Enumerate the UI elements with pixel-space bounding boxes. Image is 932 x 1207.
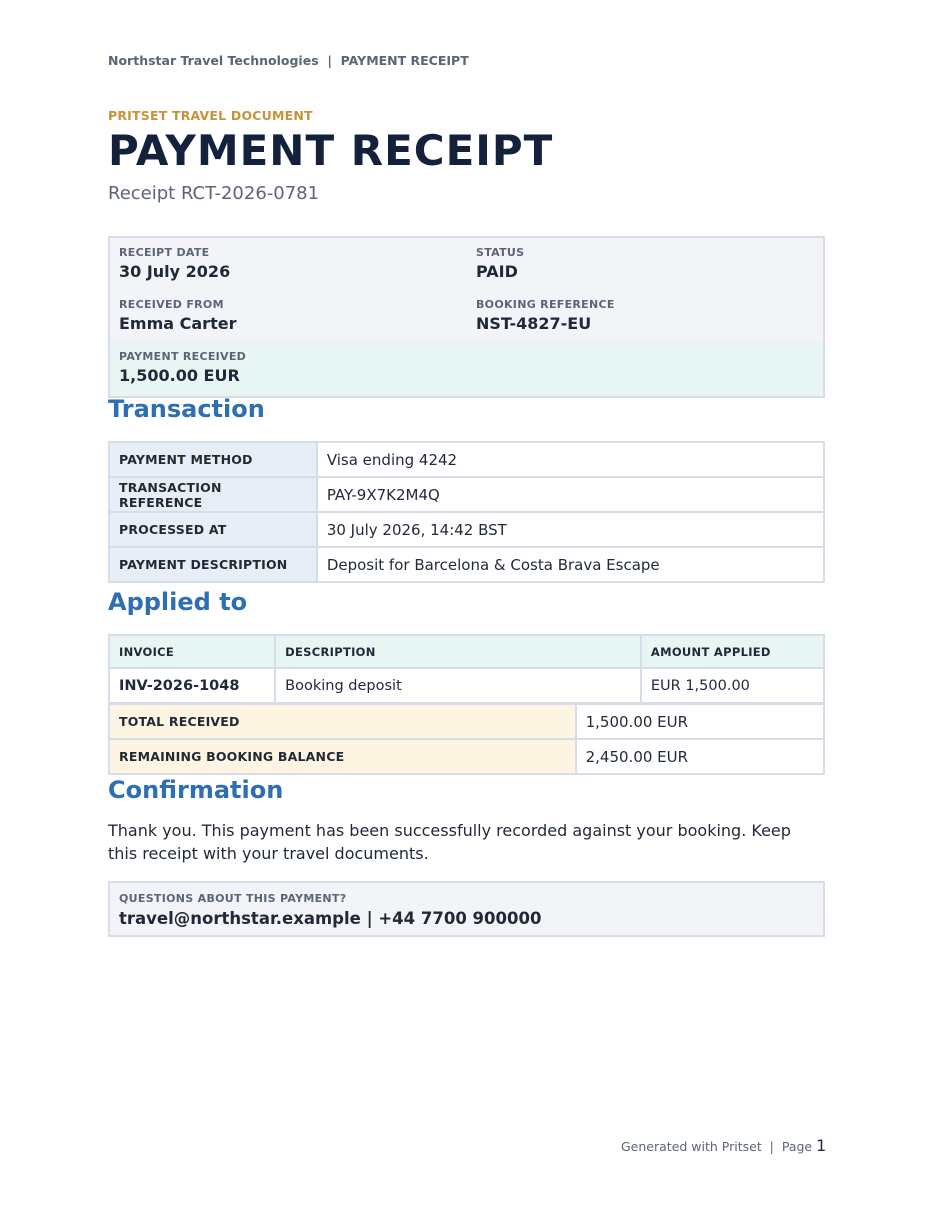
table-row (109, 739, 824, 774)
invoice-column-header: INVOICE (109, 635, 275, 668)
payment-received-value: 1,500.00 EUR (119, 366, 240, 385)
invoice-description: Booking deposit (275, 668, 641, 703)
remaining-balance-label: REMAINING BOOKING BALANCE (109, 739, 576, 774)
page-label: Page (781, 1139, 813, 1154)
status-field (476, 246, 524, 281)
header-separator: | (327, 53, 332, 68)
totals-table (108, 703, 825, 775)
document-eyebrow: PRITSET TRAVEL DOCUMENT (108, 108, 313, 123)
payment-received-label: PAYMENT RECEIVED (119, 350, 247, 363)
received-from-label: RECEIVED FROM (119, 298, 224, 311)
receipt-date-label: RECEIPT DATE (119, 246, 210, 259)
table-row (109, 704, 824, 739)
receipt-date-field (119, 246, 230, 281)
booking-reference-value: NST-4827-EU (476, 314, 592, 333)
received-from-field (119, 298, 236, 333)
contact-box (108, 881, 825, 937)
table-row (109, 477, 824, 512)
remaining-balance-value: 2,450.00 EUR (576, 739, 824, 774)
receipt-number: Receipt RCT-2026-0781 (108, 183, 320, 204)
contact-label: QUESTIONS ABOUT THIS PAYMENT? (119, 892, 347, 905)
amount-applied: EUR 1,500.00 (641, 668, 824, 703)
payment-method-label: PAYMENT METHOD (109, 442, 317, 477)
contact-value: travel@northstar.example | +44 7700 900000 (119, 909, 542, 928)
payment-method-value: Visa ending 4242 (317, 442, 824, 477)
document-type: PAYMENT RECEIPT (340, 53, 469, 68)
table-row (109, 442, 824, 477)
payment-description-value: Deposit for Barcelona & Costa Brava Escape (317, 547, 824, 582)
payment-received-band (110, 342, 823, 396)
total-received-value: 1,500.00 EUR (576, 704, 824, 739)
confirmation-text: Thank you. This payment has been successfully recorded against your booking. Keep this receipt with your travel documents. (108, 821, 791, 863)
confirmation-heading: Confirmation (108, 776, 284, 804)
booking-reference-field (476, 298, 615, 333)
table-row (109, 512, 824, 547)
running-header (108, 53, 469, 68)
company-name: Northstar Travel Technologies (108, 53, 319, 68)
table-row (109, 547, 824, 582)
footer-separator: | (769, 1139, 774, 1154)
booking-reference-label: BOOKING REFERENCE (476, 298, 615, 311)
applied-table (108, 634, 825, 704)
payment-received-field (119, 350, 246, 385)
transaction-reference-label: TRANSACTION REFERENCE (109, 477, 317, 512)
receipt-date-value: 30 July 2026 (119, 262, 231, 281)
transaction-reference-value: PAY-9X7K2M4Q (317, 477, 824, 512)
table-header-row (109, 635, 824, 668)
invoice-number: INV-2026-1048 (109, 668, 275, 703)
total-received-label: TOTAL RECEIVED (109, 704, 576, 739)
processed-at-value: 30 July 2026, 14:42 BST (317, 512, 824, 547)
status-label: STATUS (476, 246, 525, 259)
status-value: PAID (476, 262, 518, 281)
payment-description-label: PAYMENT DESCRIPTION (109, 547, 317, 582)
page-title: PAYMENT RECEIPT (108, 126, 554, 175)
page-footer (621, 1136, 826, 1155)
description-column-header: DESCRIPTION (275, 635, 641, 668)
amount-column-header: AMOUNT APPLIED (641, 635, 824, 668)
applied-heading: Applied to (108, 588, 248, 616)
transaction-heading: Transaction (108, 395, 265, 423)
received-from-value: Emma Carter (119, 314, 237, 333)
summary-box (108, 236, 825, 398)
table-row (109, 668, 824, 703)
generated-by: Generated with Pritset (621, 1139, 762, 1154)
processed-at-label: PROCESSED AT (109, 512, 317, 547)
page-number: 1 (816, 1136, 827, 1155)
transaction-table (108, 441, 825, 583)
